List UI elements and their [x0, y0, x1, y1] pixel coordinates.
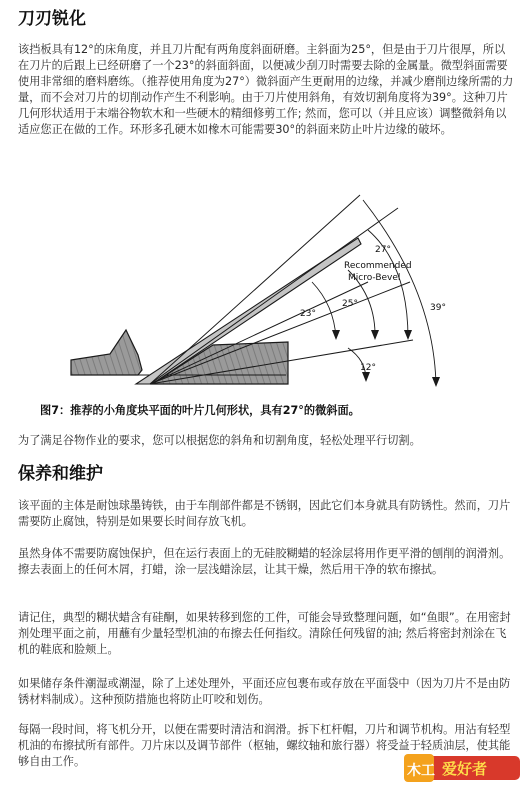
angle-arcs: [312, 200, 436, 385]
label-39: 39°: [430, 303, 446, 313]
paragraph-silicone: 请记住，典型的糊状蜡含有硅酮，如果转移到您的工件，可能会导致整理问题，如“鱼眼”。在用密封剂处理平面之前，用蘸有少量轻型机油的布擦去任何指纹。清除任何残留的油; 然后将密封剂涂在飞机的鞋底和脸颊上。: [18, 611, 511, 656]
label-23: 23°: [300, 309, 316, 319]
arrowhead-23: [332, 330, 340, 340]
arrowhead-27: [404, 330, 412, 340]
blade-geometry-diagram: [18, 170, 508, 402]
figure-caption: 图7：推荐的小角度块平面的叶片几何形状，具有27°的微斜面。: [40, 404, 360, 417]
logo-text-right: 爱好者: [442, 760, 488, 778]
label-recommended: Recommended: [344, 261, 412, 271]
label-25: 25°: [342, 299, 358, 309]
label-12: 12°: [360, 363, 376, 373]
arrowhead-12: [362, 372, 370, 382]
section-title-maintenance: 保养和维护: [18, 464, 103, 484]
plane-body: [71, 330, 142, 375]
logo-text-left: 木工: [407, 763, 435, 779]
label-27: 27°: [375, 245, 391, 255]
section-title-blade-sharpening: 刀刃锐化: [18, 9, 86, 29]
watermark-logo: [402, 752, 522, 784]
paragraph-blade-geometry: 该挡板具有12°的床角度，并且刀片配有两角度斜面研磨。主斜面为25°，但是由于刀片很厚，所以在刀片的后跟上已经研磨了一个23°的斜面斜面，以便减少刮刀时需要去除的金属量。微型斜面需要使用非常细的磨料磨练。（推荐使用角度为27°）微斜面产生更耐用的边缘，并减少磨削边缘所需的力量，而不会对刀片的切削动作产生不利影响。由于刀片使用斜角，有效切割角度将为39°。这种刀片几何形状适用于末端谷物软木和一些硬木的精细修剪工作; 然而，您可以（并且应该）调整微斜角以适应您正在做的工作。环形多孔硬木如橡木可能需要30°的斜面来防止叶片边缘的破坏。: [18, 43, 514, 136]
arrowhead-25: [371, 330, 379, 340]
paragraph-storage: 如果储存条件潮湿或潮湿，除了上述处理外，平面还应包裹布或存放在平面袋中（因为刀片不是由防锈材料制成）。这种预防措施也将防止叮咬和划伤。: [18, 677, 511, 706]
arrowheads: [332, 330, 440, 387]
paragraph-parallel-cut: 为了满足谷物作业的要求，您可以根据您的斜角和切割角度，轻松处理平行切割。: [18, 434, 421, 447]
arrowhead-39: [432, 377, 440, 387]
label-micro-bevel: Micro-Bevel: [348, 273, 401, 283]
arc-39: [363, 200, 436, 385]
paragraph-wax: 虽然身体不需要防腐蚀保护，但在运行表面上的无硅胶糊蜡的轻涂层将用作更平滑的刨削的润滑剂。擦去表面上的任何木屑，打蜡，涂一层浅蜡涂层，让其干燥，然后用干净的软布擦拭。: [18, 547, 511, 576]
paragraph-disassembly: 每隔一段时间，将飞机分开，以便在需要时清洁和润滑。拆下杠杆帽，刀片和调节机构。用沾有轻型机油的布擦拭所有部件。刀片床以及调节部件（枢轴，螺纹轴和旅行器）将受益于轻质油层，使其能够自由工作。: [18, 723, 511, 768]
paragraph-corrosion: 该平面的主体是耐蚀球墨铸铁，由于车削部件都是不锈钢，因此它们本身就具有防锈性。然而，刀片需要防止腐蚀，特别是如果要长时间存放飞机。: [18, 499, 511, 528]
